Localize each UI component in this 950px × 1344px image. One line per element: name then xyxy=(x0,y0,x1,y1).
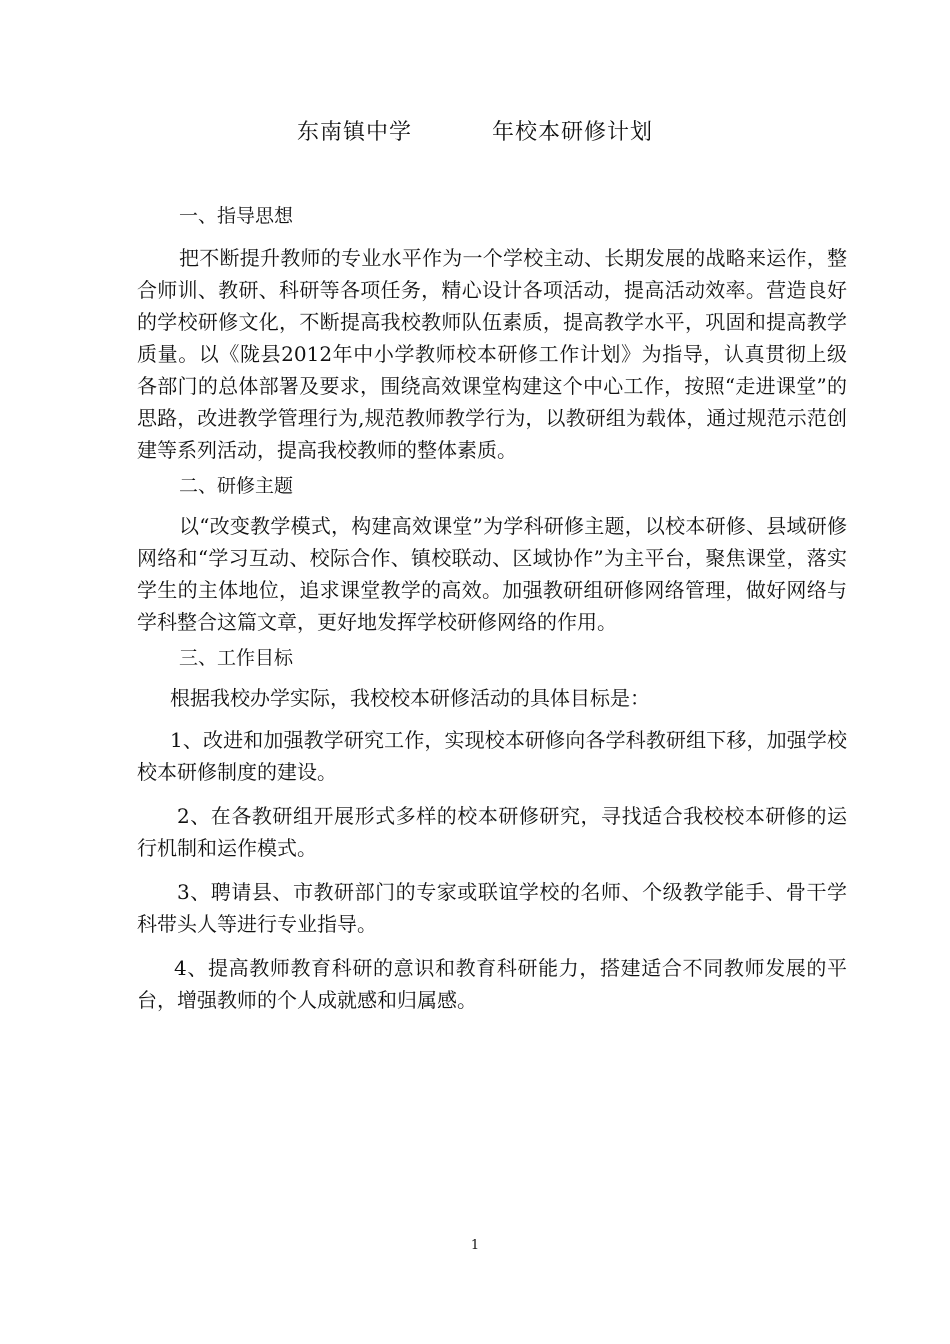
goal-list-item: 1、改进和加强教学研究工作，实现校本研修向各学科教研组下移，加强学校校本研修制度的建设。 xyxy=(137,728,847,784)
goal-list-item: 2、在各教研组开展形式多样的校本研修研究，寻找适合我校校本研修的运行机制和运作模式。 xyxy=(137,804,847,860)
document-title: 东南镇中学 年校本研修计划 xyxy=(297,120,653,145)
section-heading-work-goals: 三、工作目标 xyxy=(179,647,294,669)
section-intro: 根据我校办学实际，我校校本研修活动的具体目标是： xyxy=(170,686,650,710)
document-body xyxy=(137,200,847,1016)
section-paragraph: 把不断提升教师的专业水平作为一个学校主动、长期发展的战略来运作，整合师训、教研、科研等各项任务，精心设计各项活动，提高活动效率。营造良好的学校研修文化，不断提高我校教师队伍素质，提高教学水平，巩固和提高教学质量。以《陇县2012年中小学教师校本研修工作计划》为指导，认真贯彻上级各部门的总体部署及要求，围绕高效课堂构建这个中心工作，按照“走进课堂”的思路，改进教学管理行为,规范教师教学行为，以教研组为载体，通过规范示范创建等系列活动，提高我校教师的整体素质。 xyxy=(137,246,847,462)
page-number: 1 xyxy=(470,1238,480,1253)
goal-list-item: 4、提高教师教育科研的意识和教育科研能力，搭建适合不同教师发展的平台，增强教师的个人成就感和归属感。 xyxy=(137,956,847,1012)
section-paragraph: 以“改变教学模式，构建高效课堂”为学科研修主题，以校本研修、县域研修网络和“学习互动、校际合作、镇校联动、区域协作”为主平台，聚焦课堂，落实学生的主体地位，追求课堂教学的高效。加强教研组研修网络管理，做好网络与学科整合这篇文章，更好地发挥学校研修网络的作用。 xyxy=(137,514,847,634)
section-heading-research-theme: 二、研修主题 xyxy=(179,475,294,497)
section-heading-guiding-ideology: 一、指导思想 xyxy=(179,205,294,227)
goal-list-item: 3、聘请县、市教研部门的专家或联谊学校的名师、个级教学能手、骨干学科带头人等进行专业指导。 xyxy=(137,880,847,936)
